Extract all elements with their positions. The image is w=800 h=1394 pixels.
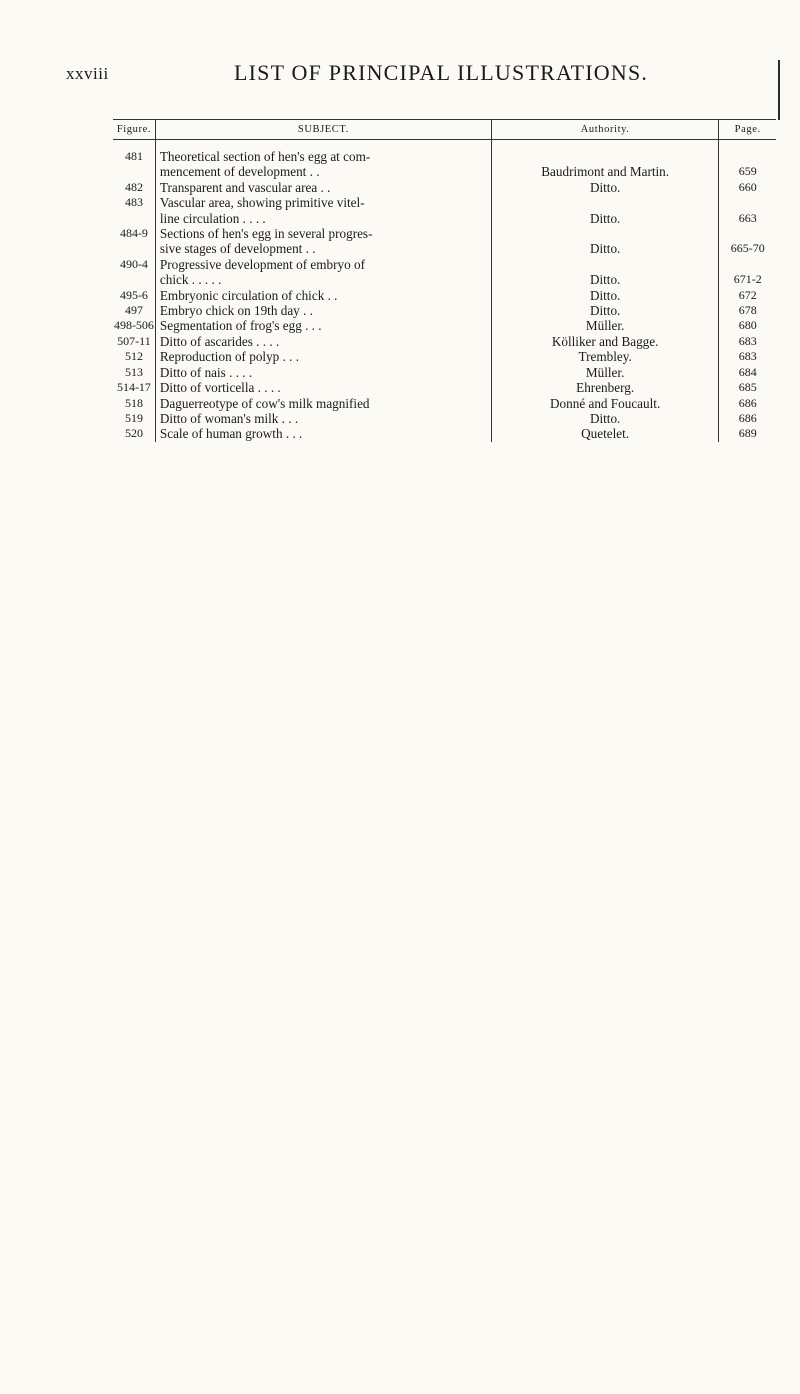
row-figure: 520 xyxy=(124,426,143,441)
row-figure xyxy=(113,272,155,287)
row-authority: Ditto. xyxy=(589,241,621,257)
row-subject: chick . . . . . xyxy=(155,272,491,287)
row-figure: 482 xyxy=(124,179,143,194)
row-authority: Baudrimont and Martin. xyxy=(541,164,670,180)
row-subject: Progressive development of embryo of xyxy=(155,257,491,272)
row-authority: Ditto. xyxy=(589,179,621,195)
row-figure: 483 xyxy=(124,195,143,210)
row-figure: 519 xyxy=(124,410,143,425)
row-subject: Theoretical section of hen's egg at com- xyxy=(155,140,491,165)
row-subject: Segmentation of frog's egg . . . xyxy=(155,318,491,333)
running-head xyxy=(66,60,780,90)
row-page: 686 xyxy=(719,411,776,426)
row-page: 680 xyxy=(719,318,776,333)
row-page: 671-2 xyxy=(719,272,776,287)
table-row xyxy=(113,411,776,426)
row-subject: Embryonic circulation of chick . . xyxy=(155,288,491,303)
row-authority: Ehrenberg. xyxy=(576,380,635,396)
row-subject: Daguerreotype of cow's milk magnified xyxy=(155,396,491,411)
table-row xyxy=(113,226,776,241)
row-subject: Ditto of nais . . . . xyxy=(155,365,491,380)
row-figure: 481 xyxy=(124,149,143,163)
row-authority xyxy=(491,195,719,210)
row-authority: Kölliker and Bagge. xyxy=(551,333,659,349)
row-page: 689 xyxy=(719,426,776,441)
table-row xyxy=(113,257,776,272)
row-page: 672 xyxy=(719,288,776,303)
table-row xyxy=(113,180,776,195)
header-page: Page. xyxy=(719,120,776,140)
row-page: 683 xyxy=(719,334,776,349)
row-subject: Ditto of woman's milk . . . xyxy=(155,411,491,426)
row-figure: 512 xyxy=(124,349,143,364)
table-row xyxy=(113,426,776,441)
table-row xyxy=(113,303,776,318)
page-title: LIST OF PRINCIPAL ILLUSTRATIONS. xyxy=(234,60,649,85)
table-row xyxy=(113,211,776,226)
table-row xyxy=(113,288,776,303)
table-body xyxy=(113,140,776,442)
row-page: 683 xyxy=(719,349,776,364)
row-authority: Müller. xyxy=(585,318,625,334)
row-subject: mencement of development . . xyxy=(155,164,491,179)
header-authority: Authority. xyxy=(491,120,719,140)
row-page: 663 xyxy=(719,211,776,226)
row-figure: 518 xyxy=(124,395,143,410)
row-figure xyxy=(113,241,155,256)
row-subject: Embryo chick on 19th day . . xyxy=(155,303,491,318)
row-subject: Vascular area, showing primitive vitel- xyxy=(155,195,491,210)
row-page: 665-70 xyxy=(719,241,776,256)
row-authority: Ditto. xyxy=(589,410,621,426)
row-page xyxy=(719,195,776,210)
row-subject: Ditto of ascarides . . . . xyxy=(155,334,491,349)
row-figure: 507-11 xyxy=(117,333,151,348)
row-figure xyxy=(113,211,155,226)
table-header-row xyxy=(113,120,776,140)
row-figure: 514-17 xyxy=(116,380,151,395)
row-subject: Scale of human growth . . . xyxy=(155,426,491,441)
table-row xyxy=(113,349,776,364)
row-subject: Transparent and vascular area . . xyxy=(155,180,491,195)
row-subject: Reproduction of polyp . . . xyxy=(155,349,491,364)
row-authority: Quetelet. xyxy=(581,426,630,442)
row-page: 686 xyxy=(719,396,776,411)
row-authority: Ditto. xyxy=(589,287,621,303)
row-authority: Ditto. xyxy=(589,210,621,226)
row-subject: line circulation . . . . xyxy=(155,211,491,226)
row-authority: Ditto. xyxy=(589,303,621,319)
table-row xyxy=(113,241,776,256)
row-subject: Sections of hen's egg in several progres- xyxy=(155,226,491,241)
table-row xyxy=(113,272,776,287)
table-row xyxy=(113,380,776,395)
row-authority: Donné and Foucault. xyxy=(550,395,661,411)
table-row xyxy=(113,195,776,210)
row-page: 659 xyxy=(719,164,776,179)
row-figure: 498-506 xyxy=(113,318,154,333)
row-subject: sive stages of development . . xyxy=(155,241,491,256)
row-authority xyxy=(491,257,719,272)
row-figure: 513 xyxy=(124,364,143,379)
row-figure: 497 xyxy=(124,303,143,318)
row-authority xyxy=(491,226,719,241)
row-authority xyxy=(491,140,719,165)
page-edge-mark xyxy=(778,60,780,120)
row-page xyxy=(719,257,776,272)
row-page: 678 xyxy=(719,303,776,318)
row-figure xyxy=(113,164,155,179)
row-page: 660 xyxy=(719,180,776,195)
table-row xyxy=(113,140,776,165)
illustrations-table xyxy=(113,119,776,442)
header-subject: SUBJECT. xyxy=(155,120,491,140)
row-figure: 495-6 xyxy=(119,287,148,302)
table-row xyxy=(113,318,776,333)
table-row xyxy=(113,334,776,349)
table-row xyxy=(113,396,776,411)
row-page: 685 xyxy=(719,380,776,395)
table-row xyxy=(113,365,776,380)
row-authority: Trembley. xyxy=(578,349,632,365)
row-page xyxy=(719,226,776,241)
page-folio: xxviii xyxy=(66,64,109,83)
row-figure: 484-9 xyxy=(119,226,148,241)
row-page: 684 xyxy=(719,365,776,380)
table-row xyxy=(113,164,776,179)
row-authority: Müller. xyxy=(585,364,625,380)
row-authority: Ditto. xyxy=(589,272,621,288)
row-page xyxy=(719,140,776,165)
header-figure: Figure. xyxy=(113,120,155,140)
row-subject: Ditto of vorticella . . . . xyxy=(155,380,491,395)
row-figure: 490-4 xyxy=(119,256,148,271)
